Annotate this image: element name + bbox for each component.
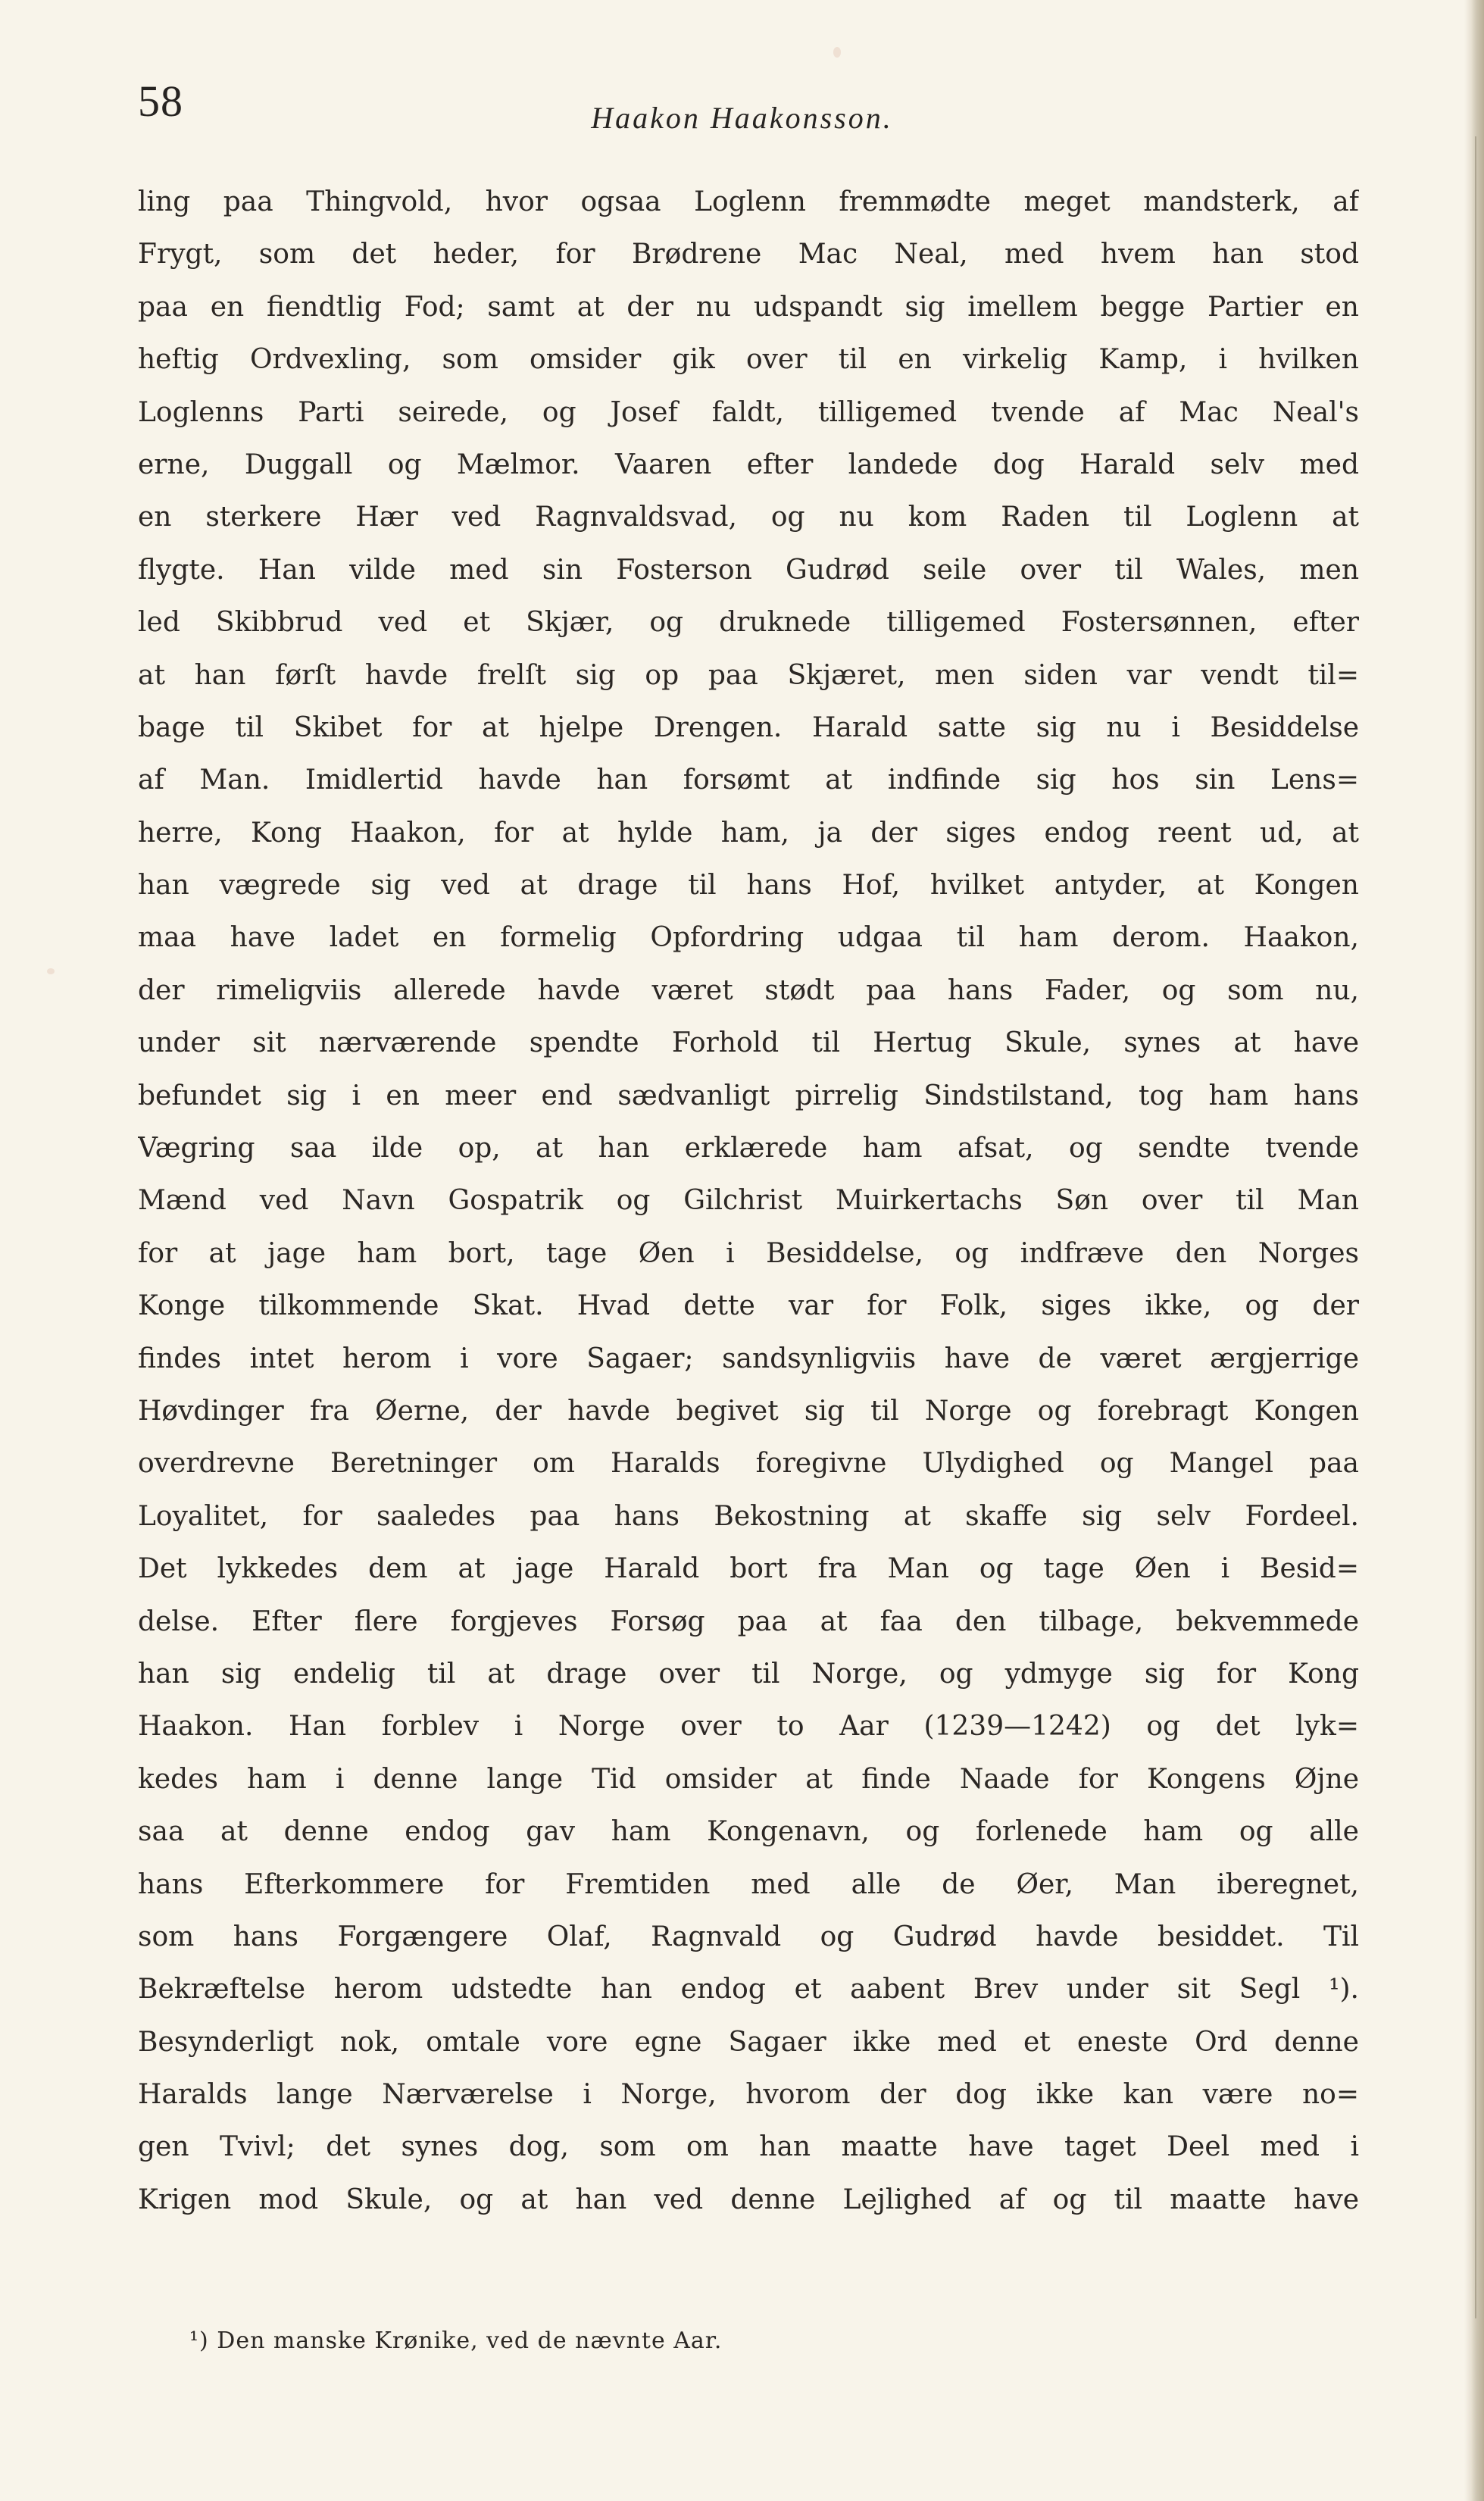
text-line: overdrevne Beretninger om Haralds foregivne Ulydighed og Mangel paa xyxy=(138,1448,1359,1480)
footnote: ¹) Den manske Krønike, ved de nævnte Aar. xyxy=(189,2327,723,2354)
text-line: delse. Efter flere forgjeves Forsøg paa at faa den tilbage, bekvemmede xyxy=(138,1605,1359,1637)
text-line: der rimeligviis allerede havde været stødt paa hans Fader, og som nu, xyxy=(138,974,1359,1006)
text-line: Besynderligt nok, omtale vore egne Sagaer ikke med et eneste Ord denne xyxy=(138,2026,1359,2058)
text-line: led Skibbrud ved et Skjær, og druknede tilligemed Fostersønnen, efter xyxy=(138,607,1359,639)
text-line: findes intet herom i vore Sagaer; sandsynligviis have de været ærgjerrige xyxy=(138,1343,1359,1374)
binding-line xyxy=(1475,136,1476,2318)
text-line: at han førſt havde frelſt sig op paa Skjæret, men siden var vendt til= xyxy=(138,659,1359,691)
text-line: Haralds lange Nærværelse i Norge, hvorom der dog ikke kan være no= xyxy=(138,2079,1359,2111)
text-line: han sig endelig til at drage over til Norge, og ydmyge sig for Kong xyxy=(138,1658,1359,1690)
text-line: kedes ham i denne lange Tid omsider at finde Naade for Kongens Øjne xyxy=(138,1763,1359,1795)
text-line: Bekræftelse herom udstedte han endog et aabent Brev under sit Segl ¹). xyxy=(138,1974,1359,2005)
text-line: Loyalitet, for saaledes paa hans Bekostning at skaffe sig selv Fordeel. xyxy=(138,1500,1359,1532)
text-line: han vægrede sig ved at drage til hans Hof, hvilket antyder, at Kongen xyxy=(138,870,1359,902)
text-line: for at jage ham bort, tage Øen i Besiddelse, og indfræve den Norges xyxy=(138,1237,1359,1269)
text-line: bage til Skibet for at hjelpe Drengen. Harald satte sig nu i Besiddelse xyxy=(138,711,1359,743)
text-line: under sit nærværende spendte Forhold til Hertug Skule, synes at have xyxy=(138,1027,1359,1059)
text-line: ling paa Thingvold, hvor ogsaa Loglenn fremmødte meget mandsterk, af xyxy=(138,186,1359,217)
text-line: Frygt, som det heder, for Brødrene Mac Neal, med hvem han stod xyxy=(138,239,1359,270)
text-line: maa have ladet en formelig Opfordring udgaa til ham derom. Haakon, xyxy=(138,922,1359,954)
text-line: Høvdinger fra Øerne, der havde begivet sig til Norge og forebragt Kongen xyxy=(138,1395,1359,1427)
text-line: paa en fiendtlig Fod; samt at der nu udspandt sig imellem begge Partier en xyxy=(138,291,1359,323)
text-line: Konge tilkommende Skat. Hvad dette var for Folk, siges ikke, og der xyxy=(138,1290,1359,1322)
page-stain xyxy=(833,47,841,58)
text-line: saa at denne endog gav ham Kongenavn, og forlenede ham og alle xyxy=(138,1816,1359,1848)
text-line: Loglenns Parti seirede, og Josef faldt, tilligemed tvende af Mac Neal's xyxy=(138,396,1359,428)
text-line: Det lykkedes dem at jage Harald bort fra Man og tage Øen i Besid= xyxy=(138,1553,1359,1585)
text-line: gen Tvivl; det synes dog, som om han maatte have taget Deel med i xyxy=(138,2131,1359,2163)
running-head: Haakon Haakonsson. xyxy=(591,101,893,135)
text-line: befundet sig i en meer end sædvanligt pirrelig Sindstilstand, tog ham hans xyxy=(138,1080,1359,1111)
text-line: herre, Kong Haakon, for at hylde ham, ja der siges endog reent ud, at xyxy=(138,817,1359,849)
text-line: hans Efterkommere for Fremtiden med alle de Øer, Man iberegnet, xyxy=(138,1868,1359,1900)
text-line: Haakon. Han forblev i Norge over to Aar (1239—1242) og det lyk= xyxy=(138,1711,1359,1743)
text-line: en sterkere Hær ved Ragnvaldsvad, og nu kom Raden til Loglenn at xyxy=(138,502,1359,533)
page-edge-shadow xyxy=(1464,0,1484,2501)
text-line: som hans Forgængere Olaf, Ragnvald og Gudrød havde besiddet. Til xyxy=(138,1921,1359,1952)
text-line: flygte. Han vilde med sin Fosterson Gudrød seile over til Wales, men xyxy=(138,554,1359,586)
body-text xyxy=(138,176,1359,2226)
page-number: 58 xyxy=(138,77,183,126)
text-line: Mænd ved Navn Gospatrik og Gilchrist Muirkertachs Søn over til Man xyxy=(138,1185,1359,1217)
text-line: af Man. Imidlertid havde han forsømt at indfinde sig hos sin Lens= xyxy=(138,764,1359,796)
text-line: erne, Duggall og Mælmor. Vaaren efter landede dog Harald selv med xyxy=(138,449,1359,480)
text-line: Vægring saa ilde op, at han erklærede ham afsat, og sendte tvende xyxy=(138,1133,1359,1165)
text-line: Krigen mod Skule, og at han ved denne Lejlighed af og til maatte have xyxy=(138,2184,1359,2215)
page-stain xyxy=(47,968,55,974)
text-line: heftig Ordvexling, som omsider gik over til en virkelig Kamp, i hvilken xyxy=(138,344,1359,376)
